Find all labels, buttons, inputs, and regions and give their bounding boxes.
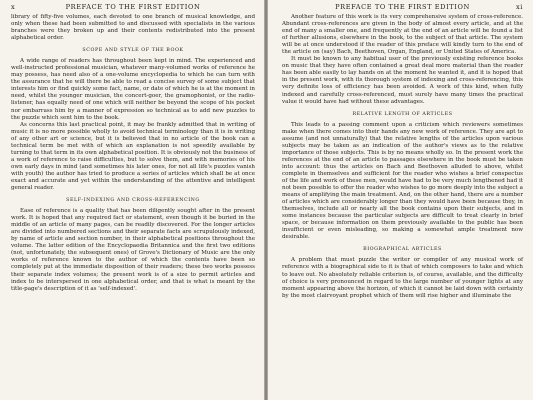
paragraph: It must be known to any habitual user of the previously existing reference books on music that they have often contained a great deal more material than the reader has been able easily to lay hands on at the moment he wanted it, and it is hoped that in the present work, with its thorough system of indexing and cross-referencing, this very definite loss of efficiency has been avoided. A work of this kind, when fully indexed and carefully cross-referenced, must surely have many times the practical value it would have had without these advantages. — [282, 56, 523, 105]
paragraph: A wide range of readers has throughout been kept in mind. The experienced and well-instructed professional musician, whatever many-volumed works of reference he may possess, has need also of a one-volume encyclopedia to which he can turn with the assurance that he will there be able to read a concise survey of some subject that interests him or find quickly some fact, name, or date of which he is at the moment in need, whilst the younger musician, the concert-goer, the gramophonist, or the radio-listener, has equally need of one which will neither be beyond the scope of his pocket nor embarrass him by a manner of expression so technical as to add new puzzles to the puzzle which sent him to the book. — [11, 58, 255, 121]
right-page-header — [282, 3, 523, 14]
paragraph: This leads to a passing comment upon a criticism which reviewers sometimes make when there comes into their hands any new work of reference. They are apt to assume (and not unnaturally) that the relative lengths of the articles upon various subjects may be taken as an indication of the author's views as to the relative importance of those subjects. This is by no means wholly so. In the present work the references at the end of an article to passages elsewhere in the book must be taken into account: thus the articles on Bach and Beethoven alluded to above, whilst complete in themselves and sufficient for the reader who wishes a brief conspectus of the life and work of these men, would have had to be very much lengthened had it not been possible to offer the reader who wishes to go more deeply into the subject a means of amplifying the main treatment. And, on the other hand, there are a number of articles which are considerably longer than they would have been because they, in themselves, include all or nearly all the book contains upon their subjects, and in some instances because the particular subjects are difficult to treat clearly in brief space, or because information on them previously available to the public has been insufficient or even misleading, so making a somewhat ample treatment now desirable. — [282, 121, 523, 241]
left-page-header — [11, 3, 255, 14]
section-heading: SCOPE AND STYLE OF THE BOOK — [82, 48, 184, 54]
paragraph: library of fifty-five volumes, each devoted to one branch of musical knowledge, and only when these had been submitted to and discussed with specialists in the various branches were they broken up and their contents redistributed into the present alphabetical order. — [11, 14, 255, 42]
section-heading: RELATIVE LENGTH OF ARTICLES — [352, 111, 453, 117]
right-page — [268, 0, 533, 400]
page-number: x — [11, 3, 16, 11]
paragraph: A problem that must puzzle the writer or compiler of any musical work of reference with a biographical side to it is that of which composers to take and which to leave out. No absolutely reliable criterion is, of course, available, and the difficulty of choice is very pronounced in regard to the large number of younger lights at any moment appearing above the horizon, of which it cannot be laid down with certainty by the most clairvoyant prophet which of them will rise higher and illuminate the — [282, 257, 523, 299]
page-number: xi — [515, 3, 523, 11]
running-head: PREFACE TO THE FIRST EDITION — [65, 3, 201, 11]
paragraph: Another feature of this work is its very comprehensive system of cross-reference. Abundant cross-references are given in the body of almost every article, and at the end of many a smaller one, and frequently at the end of an article will be found a list of further allusions, elsewhere in the book, to the subject of that article. The system will be at once understood if the reader of this preface will kindly turn to the end of the article on (say) Bach, Beethoven, Organ, England, or United States of America. — [282, 14, 523, 56]
section-heading: BIOGRAPHICAL ARTICLES — [363, 247, 442, 253]
left-page — [0, 0, 264, 400]
running-head: PREFACE TO THE FIRST EDITION — [335, 3, 470, 11]
paragraph: As concerns this last practical point, it may be frankly admitted that in writing of music it is no more possible wholly to avoid technical terminology than it is in writing of any other art or science, but it is believed that in no article of the book can a technical term be met with of which an explanation is not speedily available by turning to that term in its own alphabetical position. It is obviously not the business of a work of reference to raise difficulties, but to solve them, and with memories of his own early days in mind (and sometimes his later ones, for not all life's puzzles vanish with youth) the author has tried to produce a series of articles which shall be at once exact and accurate and yet within the understanding of the attentive and intelligent general reader. — [11, 121, 255, 192]
section-heading: SELF-INDEXING AND CROSS-REFERENCING — [66, 198, 200, 204]
paragraph: Ease of reference is a quality that has been diligently sought after in the present work. It is hoped that any required fact or statement, even though it be buried in the middle of an article of many pages, can be readily discovered. For the longer articles are divided into numbered sections and their separate facts are scrupulously indexed, by name of article and section number, in their alphabetical positions throughout the volume. The latter edition of the Encyclopaedia Britannica and the first two editions (not, unfortunately, the subsequent ones) of Grove's Dictionary of Music are the only works of reference known to the author of which the contents have been so completely put at the immediate disposition of their readers; these two works possess their separate index volumes; the present work is of a size to permit articles and index to be interspersed in one alphabetical order, and that is what is meant by the title-page's description of it as 'self-indexed'. — [11, 208, 255, 292]
